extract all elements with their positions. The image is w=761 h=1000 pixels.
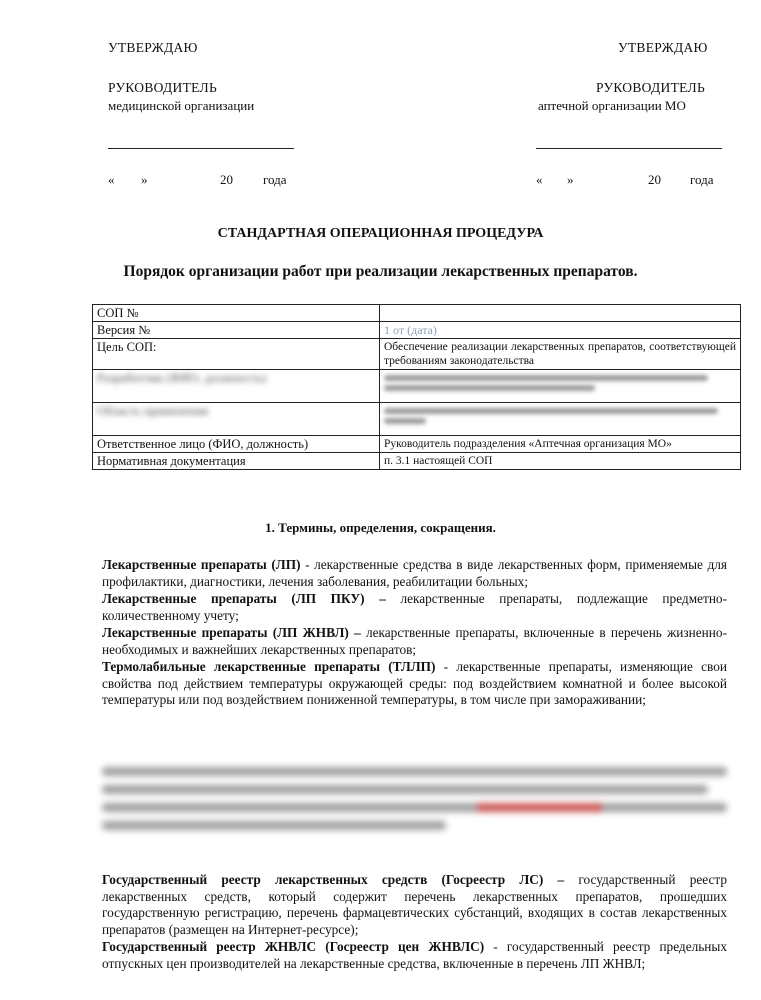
term-item: [102, 591, 727, 624]
document-subtitle: Порядок организации работ при реализации лекарственных препаратов.: [123, 263, 638, 280]
redaction-bar: [102, 803, 727, 812]
table-row: [93, 436, 741, 453]
responsible-value: Руководитель подразделения «Аптечная организация МО»: [380, 436, 741, 453]
term-definition: лекарственные средства в виде лекарственных форм, применяемые для профилактики, диагностики, лечения заболевания, реабилитации больных;: [102, 557, 728, 589]
terms-list: [102, 557, 727, 710]
table-row: [93, 322, 741, 339]
term-separator: -: [484, 939, 507, 954]
term-name: Термолабильные лекарственные препараты (ТЛЛП): [102, 659, 436, 674]
left-signature-line: [108, 148, 294, 149]
redaction-bar: [102, 821, 446, 830]
purpose-value: Обеспечение реализации лекарственных препаратов, соответствующей требованиям законодательства: [380, 339, 741, 370]
term-name: Лекарственные препараты (ЛП ЖНВЛ): [102, 625, 349, 640]
regulatory-label: Нормативная документация: [93, 453, 380, 470]
table-row: [93, 339, 741, 370]
purpose-label: Цель СОП:: [93, 339, 380, 370]
sop-number-label: СОП №: [93, 305, 380, 322]
version-value: 1 от (дата): [380, 322, 741, 339]
sop-table: [92, 304, 741, 470]
redaction-bar: [384, 375, 708, 381]
right-signature-line: [536, 148, 722, 149]
term-name: Государственный реестр ЖНВЛС (Госреестр цен ЖНВЛС): [102, 939, 485, 954]
term-definition: лекарственные препараты, изменяющие свои свойства под действием температуры окружающей среды: под воздействием комнатной и более высокой температуры или под воздействием пониженной температуры, в том числе при замораживании;: [102, 659, 727, 707]
terms-list-after: [102, 872, 727, 973]
term-item: [102, 659, 727, 709]
left-date-close: »: [141, 172, 148, 187]
redaction-bar: [102, 785, 708, 794]
table-row: [93, 305, 741, 322]
term-name: Государственный реестр лекарственных средств (Госреестр ЛС): [102, 872, 544, 887]
term-separator: –: [543, 872, 579, 887]
term-separator: -: [435, 659, 457, 674]
term-name: Лекарственные препараты (ЛП): [102, 557, 301, 572]
term-definition: государственный реестр лекарственных средств, который содержит перечень лекарственных препаратов, прошедших государственную регистрацию, перечень фармацевтических субстанций, входящих в состав лекарственных препаратов (размещен на Интернет-ресурсе);: [102, 872, 727, 937]
right-approve-label: УТВЕРЖДАЮ: [618, 40, 708, 55]
left-approve-label: УТВЕРЖДАЮ: [108, 40, 198, 55]
term-separator: –: [348, 625, 366, 640]
term-definition: лекарственные препараты, включенные в перечень жизненно-необходимых и важнейших лекарственных препаратов;: [102, 625, 727, 657]
term-item: [102, 872, 727, 938]
term-item: [102, 557, 727, 590]
right-date-close: »: [567, 172, 574, 187]
term-definition: лекарственные препараты, подлежащие предметно-количественному учету;: [102, 591, 728, 623]
sop-number-value: [380, 305, 741, 322]
redaction-bar: [384, 385, 595, 391]
left-role-label: РУКОВОДИТЕЛЬ: [108, 80, 218, 95]
left-org-label: медицинской организации: [108, 98, 255, 113]
right-year-prefix: 20: [648, 172, 661, 187]
responsible-label: Ответственное лицо (ФИО, должность): [93, 436, 380, 453]
term-name: Лекарственные препараты (ЛП ПКУ): [102, 591, 365, 606]
left-date-open: «: [108, 172, 115, 187]
term-separator: -: [300, 557, 315, 572]
term-separator: –: [364, 591, 401, 606]
blurred-value-1: [380, 370, 741, 403]
table-row-blurred: [93, 403, 741, 436]
blurred-label-2: [93, 403, 380, 436]
term-item: [102, 625, 727, 658]
document-title: СТАНДАРТНАЯ ОПЕРАЦИОННАЯ ПРОЦЕДУРА: [217, 226, 544, 241]
regulatory-value: п. 3.1 настоящей СОП: [380, 453, 741, 470]
section-1-title: 1. Термины, определения, сокращения.: [265, 520, 496, 535]
redacted-block: [102, 758, 727, 839]
right-year-word: года: [690, 172, 714, 187]
redaction-bar: [102, 767, 727, 776]
blurred-label-1: [93, 370, 380, 403]
blurred-value-2: [380, 403, 741, 436]
blurred-text: Разработчик (ФИО, должность): [97, 371, 267, 385]
left-year-word: года: [263, 172, 287, 187]
version-label: Версия №: [93, 322, 380, 339]
term-item: [102, 939, 727, 972]
redaction-bar: [384, 418, 426, 424]
table-row-blurred: [93, 370, 741, 403]
term-definition: государственный реестр предельных отпускных цен производителей на лекарственные средства, включенные в перечень ЛП ЖНВЛ;: [102, 939, 728, 971]
right-date-open: «: [536, 172, 543, 187]
right-org-label: аптечной организации МО: [538, 98, 686, 113]
table-row: [93, 453, 741, 470]
left-year-prefix: 20: [220, 172, 233, 187]
right-role-label: РУКОВОДИТЕЛЬ: [596, 80, 706, 95]
blurred-text: Область применения: [97, 404, 209, 418]
redaction-bar: [384, 408, 718, 414]
